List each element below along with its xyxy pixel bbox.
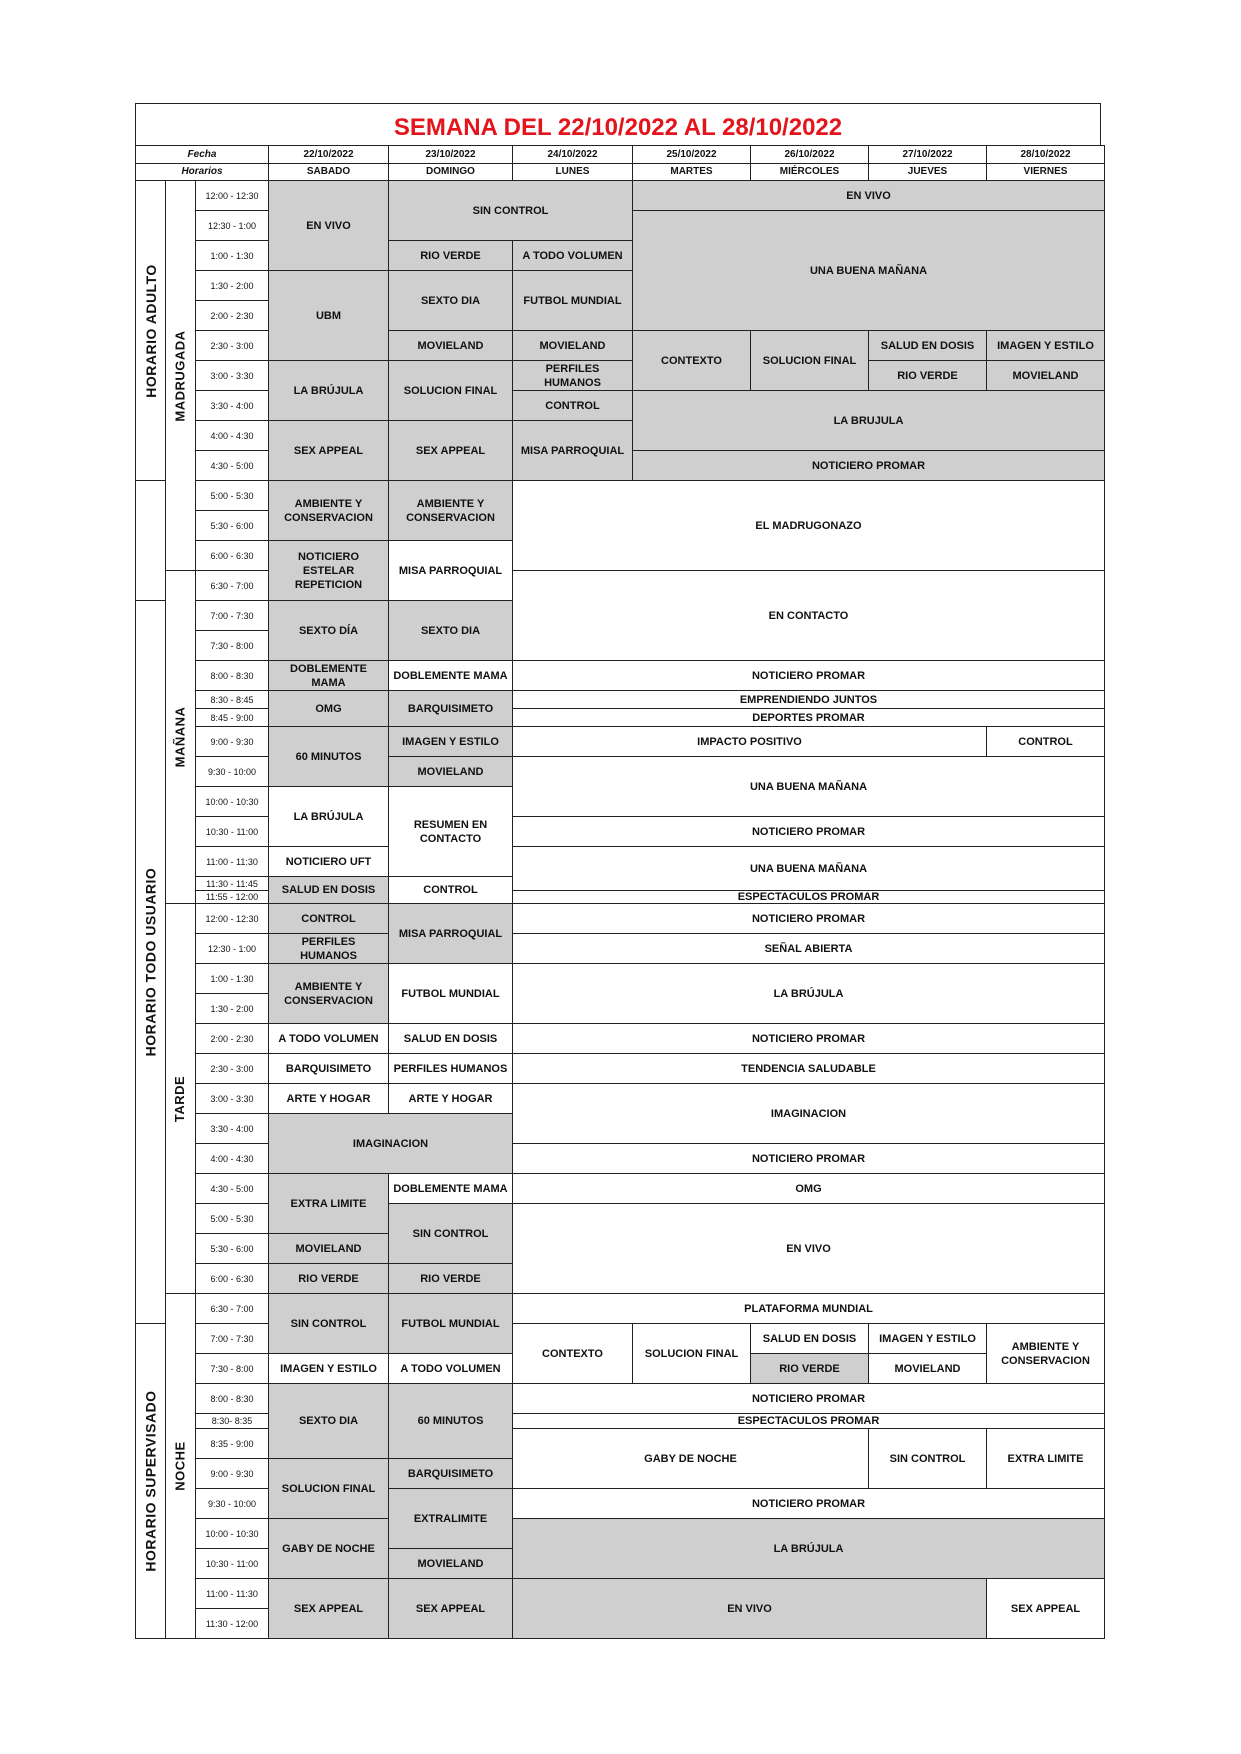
daypart-tarde xyxy=(165,903,196,1294)
time-slot: 5:30 - 6:00 xyxy=(195,510,269,541)
section-horario-supervisado-label: HORARIO SUPERVISADO xyxy=(142,1390,159,1572)
program-cell: ESPECTACULOS PROMAR xyxy=(512,1413,1105,1429)
program-cell: AMBIENTE Y CONSERVACION xyxy=(388,480,513,541)
time-slot: 3:30 - 4:00 xyxy=(195,1113,269,1144)
program-cell: NOTICIERO PROMAR xyxy=(512,1023,1105,1054)
time-slot: 11:55 - 12:00 xyxy=(195,890,269,904)
daypart-madrugada-label: MADRUGADA xyxy=(172,329,188,422)
program-cell: RESUMEN EN CONTACTO xyxy=(388,786,513,877)
program-cell: MOVIELAND xyxy=(388,1548,513,1579)
day-header: DOMINGO xyxy=(388,163,513,181)
time-slot: 12:00 - 12:30 xyxy=(195,903,269,934)
time-slot: 10:30 - 11:00 xyxy=(195,1548,269,1579)
daypart-madrugada xyxy=(165,180,196,571)
program-cell: ARTE Y HOGAR xyxy=(268,1083,389,1114)
program-cell: CONTEXTO xyxy=(512,1323,633,1384)
section-horario-adulto xyxy=(135,180,166,481)
time-slot: 2:30 - 3:00 xyxy=(195,1053,269,1084)
program-cell: BARQUISIMETO xyxy=(388,1458,513,1489)
time-slot: 6:30 - 7:00 xyxy=(195,570,269,601)
program-cell: NOTICIERO PROMAR xyxy=(512,660,1105,691)
program-cell: AMBIENTE Y CONSERVACION xyxy=(986,1323,1105,1384)
time-slot: 9:00 - 9:30 xyxy=(195,726,269,757)
program-cell: UNA BUENA MAÑANA xyxy=(512,756,1105,817)
program-cell: SEXTO DIA xyxy=(388,270,513,331)
program-cell: RIO VERDE xyxy=(388,240,513,271)
section-horario-adulto-label: HORARIO ADULTO xyxy=(142,263,159,398)
time-slot: 10:30 - 11:00 xyxy=(195,816,269,847)
date-header: 28/10/2022 xyxy=(986,145,1105,164)
program-cell: DOBLEMENTE MAMA xyxy=(268,660,389,691)
program-cell: DOBLEMENTE MAMA xyxy=(388,1173,513,1204)
program-cell: MISA PARROQUIAL xyxy=(388,540,513,601)
time-slot: 12:30 - 1:00 xyxy=(195,933,269,964)
program-cell: CONTROL xyxy=(512,390,633,421)
program-cell: NOTICIERO PROMAR xyxy=(512,1143,1105,1174)
time-slot: 9:30 - 10:00 xyxy=(195,1488,269,1519)
program-cell: SEX APPEAL xyxy=(388,420,513,481)
program-cell: AMBIENTE Y CONSERVACION xyxy=(268,480,389,541)
program-cell: CONTROL xyxy=(986,726,1105,757)
program-cell: NOTICIERO PROMAR xyxy=(512,1383,1105,1414)
daypart-noche xyxy=(165,1293,196,1639)
time-slot: 8:45 - 9:00 xyxy=(195,708,269,727)
time-slot: 1:30 - 2:00 xyxy=(195,993,269,1024)
time-slot: 4:00 - 4:30 xyxy=(195,1143,269,1174)
time-slot: 12:30 - 1:00 xyxy=(195,210,269,241)
time-slot: 5:30 - 6:00 xyxy=(195,1233,269,1264)
daypart-tarde-label: TARDE xyxy=(172,1075,188,1122)
program-cell: MISA PARROQUIAL xyxy=(512,420,633,481)
program-cell: EN CONTACTO xyxy=(512,570,1105,661)
section-horario-todo-usuario xyxy=(135,600,166,1324)
program-cell: SIN CONTROL xyxy=(868,1428,987,1489)
daypart-noche-label: NOCHE xyxy=(172,1441,188,1491)
time-slot: 9:00 - 9:30 xyxy=(195,1458,269,1489)
time-slot: 10:00 - 10:30 xyxy=(195,1518,269,1549)
program-cell: SOLUCION FINAL xyxy=(388,360,513,421)
time-slot: 2:00 - 2:30 xyxy=(195,300,269,331)
program-cell: AMBIENTE Y CONSERVACION xyxy=(268,963,389,1024)
day-header: MARTES xyxy=(632,163,751,181)
time-slot: 5:00 - 5:30 xyxy=(195,480,269,511)
section-horario-supervisado xyxy=(135,1323,166,1639)
program-cell: MOVIELAND xyxy=(512,330,633,361)
program-cell: IMAGINACION xyxy=(512,1083,1105,1144)
program-cell: CONTROL xyxy=(268,903,389,934)
page-title: SEMANA DEL 22/10/2022 AL 28/10/2022 xyxy=(393,114,843,141)
program-cell: IMPACTO POSITIVO xyxy=(512,726,987,757)
program-cell: A TODO VOLUMEN xyxy=(512,240,633,271)
program-cell: SOLUCION FINAL xyxy=(750,330,869,391)
time-slot: 3:30 - 4:00 xyxy=(195,390,269,421)
program-cell: CONTEXTO xyxy=(632,330,751,391)
program-cell: CONTROL xyxy=(388,876,513,904)
program-cell: NOTICIERO ESTELAR REPETICION xyxy=(268,540,389,601)
program-cell: UBM xyxy=(268,270,389,361)
program-cell: SEX APPEAL xyxy=(986,1578,1105,1639)
daypart-manana-label: MAÑANA xyxy=(172,706,188,768)
program-cell: SOLUCION FINAL xyxy=(268,1458,389,1519)
time-slot: 4:30 - 5:00 xyxy=(195,1173,269,1204)
program-cell: OMG xyxy=(512,1173,1105,1204)
program-cell: LA BRÚJULA xyxy=(512,963,1105,1024)
program-cell: SOLUCION FINAL xyxy=(632,1323,751,1384)
program-cell: SIN CONTROL xyxy=(268,1293,389,1354)
day-header: SABADO xyxy=(268,163,389,181)
date-header: 25/10/2022 xyxy=(632,145,751,164)
program-cell: EN VIVO xyxy=(512,1203,1105,1294)
program-cell: EXTRA LIMITE xyxy=(268,1173,389,1234)
program-cell: IMAGINACION xyxy=(268,1113,513,1174)
program-cell: SALUD EN DOSIS xyxy=(868,330,987,361)
time-slot: 8:30- 8:35 xyxy=(195,1413,269,1429)
program-cell: GABY DE NOCHE xyxy=(268,1518,389,1579)
program-cell: LA BRUJULA xyxy=(632,390,1105,451)
program-cell: NOTICIERO PROMAR xyxy=(512,903,1105,934)
time-slot: 12:00 - 12:30 xyxy=(195,180,269,211)
program-cell: ARTE Y HOGAR xyxy=(388,1083,513,1114)
time-slot: 2:30 - 3:00 xyxy=(195,330,269,361)
program-cell: PERFILES HUMANOS xyxy=(512,360,633,391)
time-slot: 6:00 - 6:30 xyxy=(195,1263,269,1294)
program-cell: DOBLEMENTE MAMA xyxy=(388,660,513,691)
program-cell: UNA BUENA MAÑANA xyxy=(632,210,1105,331)
time-slot: 9:30 - 10:00 xyxy=(195,756,269,787)
time-slot: 5:00 - 5:30 xyxy=(195,1203,269,1234)
program-cell: BARQUISIMETO xyxy=(388,690,513,727)
horarios-label: Horarios xyxy=(135,163,269,181)
program-cell: SEX APPEAL xyxy=(268,1578,389,1639)
program-cell: TENDENCIA SALUDABLE xyxy=(512,1053,1105,1084)
time-slot: 3:00 - 3:30 xyxy=(195,1083,269,1114)
time-slot: 11:00 - 11:30 xyxy=(195,1578,269,1609)
section-gap xyxy=(135,480,166,601)
date-header: 22/10/2022 xyxy=(268,145,389,164)
program-cell: EN VIVO xyxy=(632,180,1105,211)
time-slot: 4:00 - 4:30 xyxy=(195,420,269,451)
program-cell: LA BRÚJULA xyxy=(268,360,389,421)
program-cell: SIN CONTROL xyxy=(388,1203,513,1264)
program-cell: IMAGEN Y ESTILO xyxy=(868,1323,987,1354)
program-cell: EXTRALIMITE xyxy=(388,1488,513,1549)
fecha-label: Fecha xyxy=(135,145,269,164)
program-cell: GABY DE NOCHE xyxy=(512,1428,869,1489)
program-cell: UNA BUENA MAÑANA xyxy=(512,846,1105,891)
day-header: LUNES xyxy=(512,163,633,181)
program-cell: SALUD EN DOSIS xyxy=(388,1023,513,1054)
time-slot: 7:30 - 8:00 xyxy=(195,630,269,661)
time-slot: 1:30 - 2:00 xyxy=(195,270,269,301)
program-cell: EN VIVO xyxy=(268,180,389,271)
date-header: 24/10/2022 xyxy=(512,145,633,164)
program-cell: NOTICIERO UFT xyxy=(268,846,389,877)
program-cell: A TODO VOLUMEN xyxy=(388,1353,513,1384)
program-cell: LA BRÚJULA xyxy=(268,786,389,847)
day-header: MIÉRCOLES xyxy=(750,163,869,181)
time-slot: 8:00 - 8:30 xyxy=(195,1383,269,1414)
time-slot: 7:00 - 7:30 xyxy=(195,1323,269,1354)
program-cell: SEXTO DIA xyxy=(388,600,513,661)
program-cell: PLATAFORMA MUNDIAL xyxy=(512,1293,1105,1324)
day-header: VIERNES xyxy=(986,163,1105,181)
program-cell: SEX APPEAL xyxy=(268,420,389,481)
program-cell: FUTBOL MUNDIAL xyxy=(388,963,513,1024)
program-cell: LA BRÚJULA xyxy=(512,1518,1105,1579)
program-cell: IMAGEN Y ESTILO xyxy=(986,330,1105,361)
program-cell: EL MADRUGONAZO xyxy=(512,480,1105,571)
time-slot: 1:00 - 1:30 xyxy=(195,240,269,271)
program-cell: EN VIVO xyxy=(512,1578,987,1639)
program-cell: IMAGEN Y ESTILO xyxy=(268,1353,389,1384)
program-cell: RIO VERDE xyxy=(750,1353,869,1384)
program-cell: SEXTO DÍA xyxy=(268,600,389,661)
program-cell: ESPECTACULOS PROMAR xyxy=(512,890,1105,904)
program-cell: NOTICIERO PROMAR xyxy=(512,816,1105,847)
program-cell: A TODO VOLUMEN xyxy=(268,1023,389,1054)
program-cell: PERFILES HUMANOS xyxy=(268,933,389,964)
program-cell: BARQUISIMETO xyxy=(268,1053,389,1084)
day-header: JUEVES xyxy=(868,163,987,181)
program-cell: NOTICIERO PROMAR xyxy=(512,1488,1105,1519)
time-slot: 11:30 - 11:45 xyxy=(195,876,269,891)
date-header: 23/10/2022 xyxy=(388,145,513,164)
time-slot: 8:30 - 8:45 xyxy=(195,690,269,709)
program-cell: DEPORTES PROMAR xyxy=(512,708,1105,727)
program-cell: SIN CONTROL xyxy=(388,180,633,241)
section-horario-todo-usuario-label: HORARIO TODO USUARIO xyxy=(142,867,159,1057)
time-slot: 8:35 - 9:00 xyxy=(195,1428,269,1459)
program-cell: PERFILES HUMANOS xyxy=(388,1053,513,1084)
program-cell: EXTRA LIMITE xyxy=(986,1428,1105,1489)
time-slot: 7:00 - 7:30 xyxy=(195,600,269,631)
time-slot: 8:00 - 8:30 xyxy=(195,660,269,691)
time-slot: 11:00 - 11:30 xyxy=(195,846,269,877)
program-cell: MOVIELAND xyxy=(868,1353,987,1384)
time-slot: 1:00 - 1:30 xyxy=(195,963,269,994)
time-slot: 11:30 - 12:00 xyxy=(195,1608,269,1639)
time-slot: 10:00 - 10:30 xyxy=(195,786,269,817)
time-slot: 6:30 - 7:00 xyxy=(195,1293,269,1324)
date-header: 27/10/2022 xyxy=(868,145,987,164)
program-cell: SEX APPEAL xyxy=(388,1578,513,1639)
program-cell: IMAGEN Y ESTILO xyxy=(388,726,513,757)
program-cell: FUTBOL MUNDIAL xyxy=(388,1293,513,1354)
daypart-manana xyxy=(165,570,196,904)
time-slot: 4:30 - 5:00 xyxy=(195,450,269,481)
time-slot: 6:00 - 6:30 xyxy=(195,540,269,571)
program-cell: FUTBOL MUNDIAL xyxy=(512,270,633,331)
program-cell: EMPRENDIENDO JUNTOS xyxy=(512,690,1105,709)
program-cell: SEXTO DIA xyxy=(268,1383,389,1459)
program-cell: OMG xyxy=(268,690,389,727)
program-cell: MOVIELAND xyxy=(388,330,513,361)
program-cell: MOVIELAND xyxy=(388,756,513,787)
time-slot: 3:00 - 3:30 xyxy=(195,360,269,391)
program-cell: RIO VERDE xyxy=(268,1263,389,1294)
time-slot: 7:30 - 8:00 xyxy=(195,1353,269,1384)
program-cell: MOVIELAND xyxy=(986,360,1105,391)
program-cell: MOVIELAND xyxy=(268,1233,389,1264)
program-cell: SALUD EN DOSIS xyxy=(268,876,389,904)
program-cell: MISA PARROQUIAL xyxy=(388,903,513,964)
date-header: 26/10/2022 xyxy=(750,145,869,164)
time-slot: 2:00 - 2:30 xyxy=(195,1023,269,1054)
program-cell: NOTICIERO PROMAR xyxy=(632,450,1105,481)
program-cell: 60 MINUTOS xyxy=(268,726,389,787)
program-cell: 60 MINUTOS xyxy=(388,1383,513,1459)
program-cell: SALUD EN DOSIS xyxy=(750,1323,869,1354)
program-cell: SEÑAL ABIERTA xyxy=(512,933,1105,964)
program-cell: RIO VERDE xyxy=(868,360,987,391)
program-cell: RIO VERDE xyxy=(388,1263,513,1294)
